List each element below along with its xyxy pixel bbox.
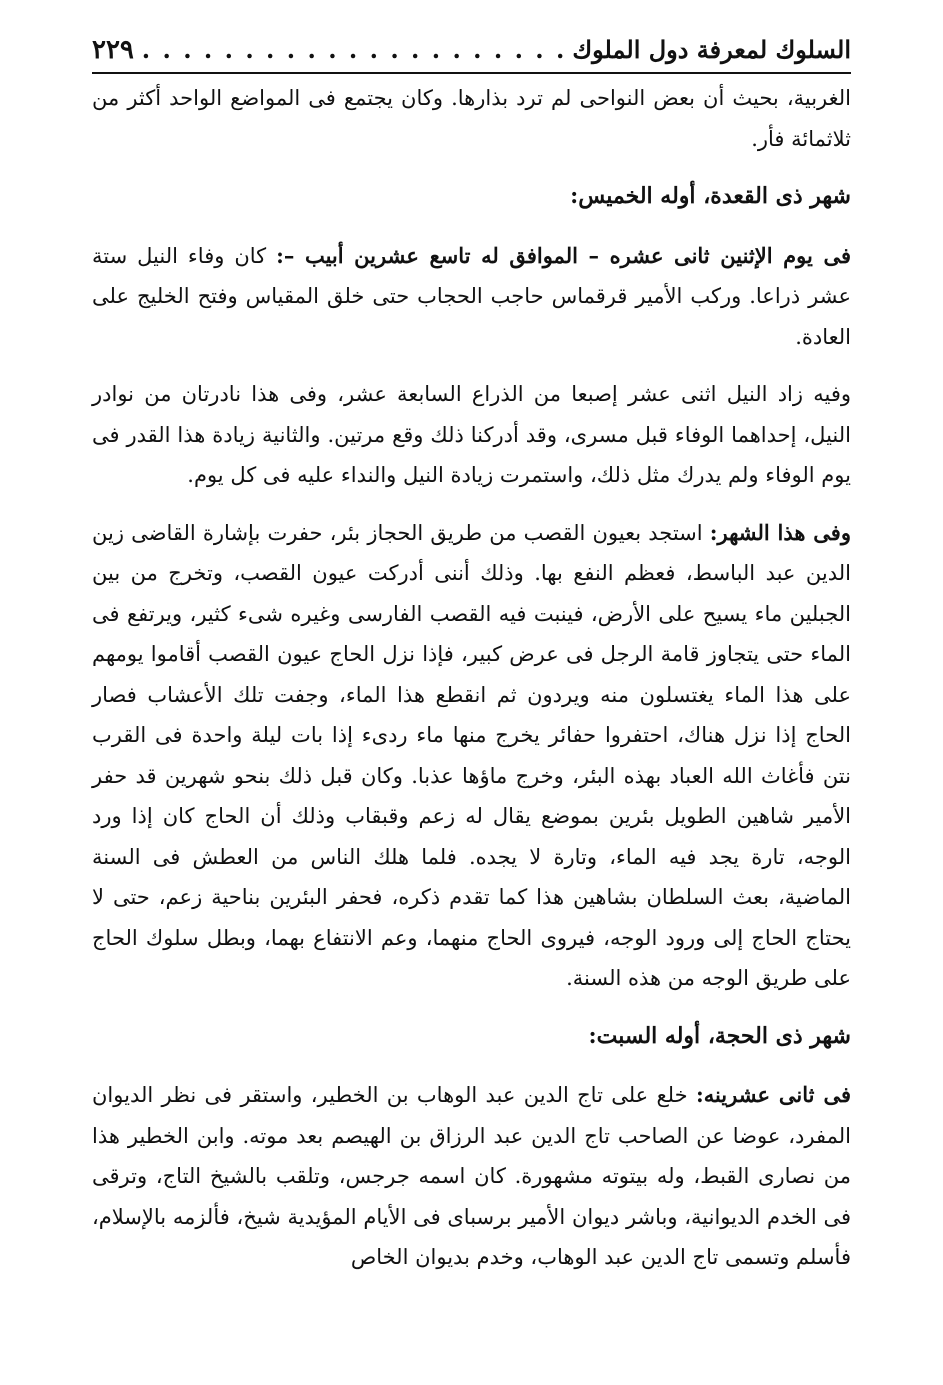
dot-leader <box>134 30 572 70</box>
paragraph-text: الغربية، بحيث أن بعض النواحى لم ترد بذارها. وكان يجتمع فى المواضع الواحد أكثر من ثلاثمائة فأر. <box>92 86 851 151</box>
paragraph-text: استجد بعيون القصب من طريق الحجاز بئر، حفرت بإشارة القاضى زين الدين عبد الباسط، فعظم النفع بها. وذلك أننى أدركت عيون القصب، وتخرج من بين الجبلين ماء يسيح على الأرض، فينبت فيه القصب الفارسى وغيره شىء كثير، ويرتفع فى الماء حتى يتجاوز قامة الرجل فى عرض كبير، فإذا نزل الحاج عيون القصب أقاموا يومهم على هذا الماء يغتسلون منه ويردون ثم انقطع هذا الماء، وجفت تلك الأعشاب فصار الحاج إذا نزل هناك، احتفروا حفائر يخرج منها ماء ردىء إذا بات ليلة واحدة فى القرب نتن فأغاث الله العباد بهذه البئر، وخرج ماؤها عذبا. وكان قبل ذلك بنحو شهرين قد حفر الأمير شاهين الطويل بئرين بموضع يقال له زعم وقبقاب وذلك أن الحاج كان إذا ورد الوجه، تارة يجد فيه الماء، وتارة لا يجده. فلما هلك الناس من العطش فى السنة الماضية، بعث السلطان بشاهين هذا كما تقدم ذكره، فحفر البئرين بناحية زعم، حتى لا يحتاج الحاج إلى ورود الوجه، فيروى الحاج منهما، وعم الانتفاع بهما، وبطل سلوك الحاج على طريق الوجه من هذه السنة. <box>92 520 851 990</box>
paragraph-ibn-al-khatir <box>92 1075 851 1278</box>
running-header <box>92 30 851 70</box>
page-body <box>92 78 851 1295</box>
paragraph-nile-increase <box>92 374 851 496</box>
book-title: السلوك لمعرفة دول الملوك <box>572 35 851 64</box>
paragraph-text: وفيه زاد النيل اثنى عشر إصبعا من الذراع السابعة عشر، وفى هذا نادرتان من نوادر النيل، إحداهما الوفاء قبل مسرى، وقد أدركنا ذلك وقع مرتين. والثانية زيادة هذا القدر فى يوم الوفاء ولم يدرك مثل ذلك، واستمرت زيادة النيل والنداء عليه فى كل يوم. <box>92 382 851 487</box>
page-number: ٢٢٩ <box>92 35 134 65</box>
paragraph-lead: وفى هذا الشهر: <box>709 519 851 545</box>
paragraph-continuation <box>92 78 851 159</box>
paragraph-lead: فى ثانى عشرينه: <box>695 1082 851 1107</box>
paragraph-text: خلع على تاج الدين عبد الوهاب بن الخطير، واستقر فى نظر الديوان المفرد، عوضا عن الصاحب تاج الدين عبد الرزاق بن الهيصم بعد موته. وابن الخطير هذا من نصارى القبط، وله بيتوته مشهورة. كان اسمه جرجس، وتلقب بالشيخ التاج، وترقى فى الخدم الديوانية، وباشر ديوان الأمير برسباى فى الأيام المؤيدية شيخ، فألزمه بالإسلام، فأسلم وتسمى تاج الدين عبد الوهاب، وخدم بديوان الخاص <box>92 1083 851 1269</box>
paragraph-well-of-reeds <box>92 513 851 999</box>
header-rule <box>92 72 851 74</box>
paragraph-nile-flood <box>92 236 851 358</box>
paragraph-lead: فى يوم الإثنين ثانى عشره – الموافق له تاسع عشرين أبيب –: <box>276 242 851 268</box>
month-heading-dhu-al-hijjah: شهر ذى الحجة، أوله السبت: <box>588 1022 851 1049</box>
month-heading-dhu-al-qadah: شهر ذى القعدة، أوله الخميس: <box>570 183 851 209</box>
paragraph-text: كان وفاء النيل ستة عشر ذراعا. وركب الأمير قرقماس حاجب الحجاب حتى خلق المقياس وفتح الخليج على العادة. <box>92 243 851 349</box>
